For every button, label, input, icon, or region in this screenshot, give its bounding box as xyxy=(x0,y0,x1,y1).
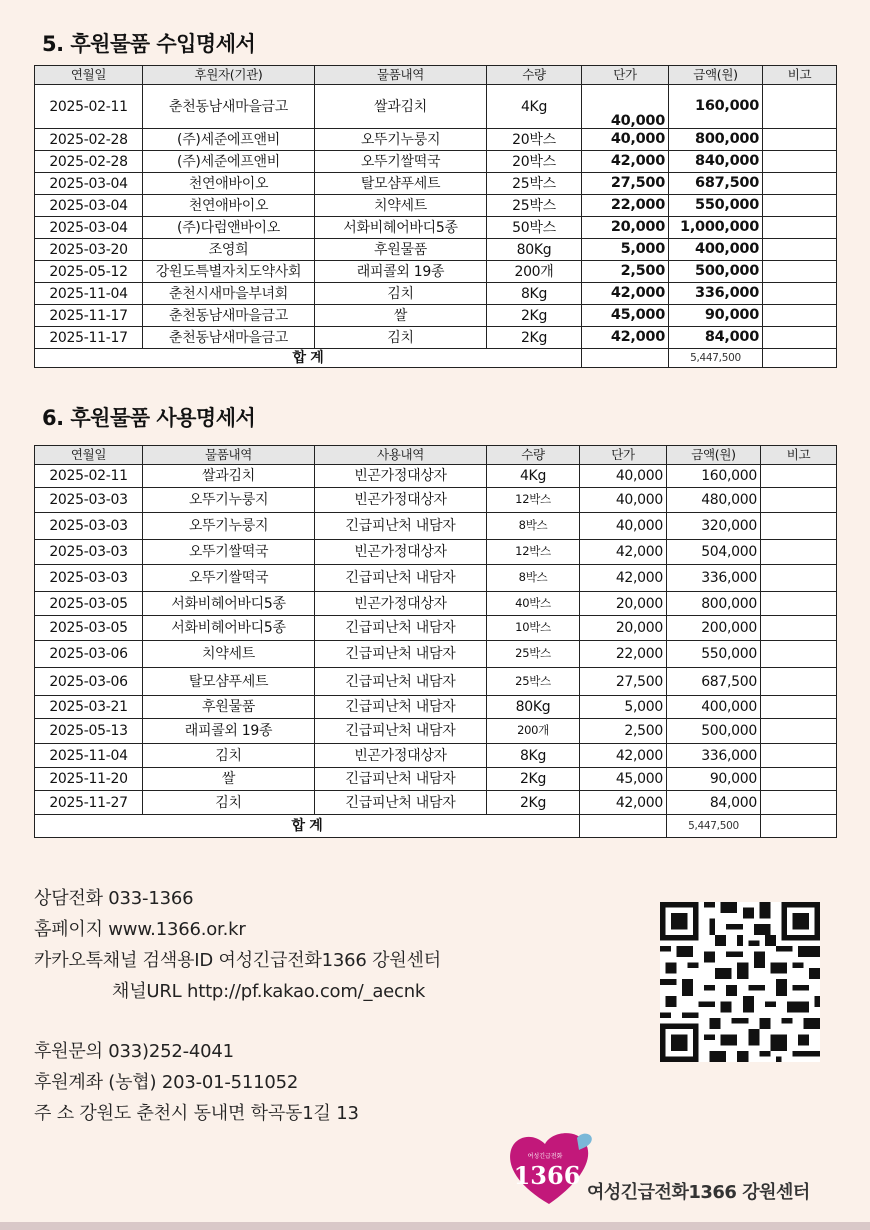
usage-cell-col3: 빈곤가정대상자 xyxy=(315,744,487,768)
usage-cell-unit-price: 42,000 xyxy=(580,565,667,592)
income-cell-amount: 84,000 xyxy=(669,327,763,349)
income-cell-note xyxy=(763,129,837,151)
usage-cell-col3: 긴급피난처 내담자 xyxy=(315,768,487,791)
logo-small-text: 여성긴급전화 xyxy=(527,1153,563,1160)
usage-cell-col2: 오뚜기누룽지 xyxy=(143,488,315,513)
usage-cell-unit-price: 42,000 xyxy=(580,791,667,815)
income-cell-date: 2025-03-04 xyxy=(35,195,143,217)
income-cell-unit-price: 2,500 xyxy=(582,261,669,283)
usage-cell-unit-price: 40,000 xyxy=(580,488,667,513)
usage-cell-note xyxy=(761,616,837,641)
income-cell-col2: (주)다럼앤바이오 xyxy=(143,217,315,239)
contact-address: 주 소 강원도 춘천시 동내면 학곡동1길 13 xyxy=(34,1103,359,1124)
bottom-divider xyxy=(0,1222,870,1230)
income-table-row xyxy=(35,327,837,349)
usage-cell-amount: 500,000 xyxy=(667,719,761,744)
income-total-note xyxy=(763,349,837,368)
usage-cell-date: 2025-02-11 xyxy=(35,465,143,488)
income-cell-col3: 쌀 xyxy=(315,305,487,327)
usage-header-use: 사용내역 xyxy=(315,446,487,465)
usage-cell-date: 2025-03-03 xyxy=(35,488,143,513)
usage-header-date: 연월일 xyxy=(35,446,143,465)
usage-total-label: 합 계 xyxy=(35,815,580,838)
income-table-row xyxy=(35,195,837,217)
usage-cell-amount: 504,000 xyxy=(667,540,761,565)
income-cell-qty: 200개 xyxy=(487,261,582,283)
income-table-row xyxy=(35,85,837,129)
usage-cell-note xyxy=(761,540,837,565)
usage-total-note xyxy=(761,815,837,838)
usage-header-qty: 수량 xyxy=(487,446,580,465)
usage-cell-unit-price: 2,500 xyxy=(580,719,667,744)
income-cell-note xyxy=(763,173,837,195)
income-cell-col3: 후원물품 xyxy=(315,239,487,261)
income-cell-col2: 천연애바이오 xyxy=(143,195,315,217)
income-cell-unit-price: 20,000 xyxy=(582,217,669,239)
usage-cell-unit-price: 40,000 xyxy=(580,465,667,488)
income-cell-qty: 20박스 xyxy=(487,129,582,151)
income-cell-unit-price: 22,000 xyxy=(582,195,669,217)
usage-cell-col3: 빈곤가정대상자 xyxy=(315,465,487,488)
income-cell-col3: 오뚜기쌀떡국 xyxy=(315,151,487,173)
org-name: 여성긴급전화1366 강원센터 xyxy=(587,1182,810,1203)
usage-cell-col2: 쌀과김치 xyxy=(143,465,315,488)
income-cell-date: 2025-03-04 xyxy=(35,173,143,195)
usage-cell-date: 2025-03-05 xyxy=(35,592,143,616)
usage-cell-amount: 90,000 xyxy=(667,768,761,791)
usage-cell-note xyxy=(761,696,837,719)
contact-phone: 상담전화 033-1366 xyxy=(34,888,194,909)
usage-table-row xyxy=(35,565,837,592)
income-header-donor: 후원자(기관) xyxy=(143,66,315,85)
usage-cell-note xyxy=(761,768,837,791)
usage-cell-col2: 서화비헤어바디5종 xyxy=(143,592,315,616)
usage-cell-col3: 빈곤가정대상자 xyxy=(315,540,487,565)
income-cell-amount: 687,500 xyxy=(669,173,763,195)
usage-table-row xyxy=(35,641,837,668)
income-section-title: 5. 후원물품 수입명세서 xyxy=(42,32,256,56)
income-cell-date: 2025-11-04 xyxy=(35,283,143,305)
income-cell-date: 2025-03-20 xyxy=(35,239,143,261)
usage-cell-col3: 빈곤가정대상자 xyxy=(315,592,487,616)
income-cell-note xyxy=(763,261,837,283)
usage-header-note: 비고 xyxy=(761,446,837,465)
usage-cell-date: 2025-11-27 xyxy=(35,791,143,815)
income-table-row xyxy=(35,129,837,151)
income-cell-date: 2025-02-11 xyxy=(35,85,143,129)
usage-table xyxy=(34,445,837,838)
income-header-date: 연월일 xyxy=(35,66,143,85)
income-cell-unit-price: 40,000 xyxy=(582,129,669,151)
income-table-row xyxy=(35,173,837,195)
income-cell-note xyxy=(763,217,837,239)
usage-cell-amount: 800,000 xyxy=(667,592,761,616)
usage-cell-unit-price: 42,000 xyxy=(580,540,667,565)
contact-donation-phone: 후원문의 033)252-4041 xyxy=(34,1041,234,1062)
usage-cell-unit-price: 45,000 xyxy=(580,768,667,791)
usage-cell-col3: 긴급피난처 내담자 xyxy=(315,719,487,744)
usage-cell-amount: 400,000 xyxy=(667,696,761,719)
usage-cell-note xyxy=(761,565,837,592)
usage-cell-unit-price: 42,000 xyxy=(580,744,667,768)
usage-cell-qty: 40박스 xyxy=(487,592,580,616)
income-cell-col2: 춘천시새마을부녀회 xyxy=(143,283,315,305)
income-cell-col2: 춘천동남새마을금고 xyxy=(143,85,315,129)
usage-cell-col2: 래피콜외 19종 xyxy=(143,719,315,744)
usage-cell-amount: 687,500 xyxy=(667,668,761,696)
income-cell-note xyxy=(763,305,837,327)
income-cell-unit-price: 27,500 xyxy=(582,173,669,195)
income-cell-note xyxy=(763,283,837,305)
income-cell-qty: 25박스 xyxy=(487,195,582,217)
income-cell-date: 2025-11-17 xyxy=(35,305,143,327)
income-cell-note xyxy=(763,151,837,173)
usage-cell-amount: 200,000 xyxy=(667,616,761,641)
usage-table-row xyxy=(35,540,837,565)
usage-cell-qty: 12박스 xyxy=(487,540,580,565)
usage-cell-qty: 8박스 xyxy=(487,513,580,540)
income-cell-date: 2025-02-28 xyxy=(35,151,143,173)
usage-cell-unit-price: 20,000 xyxy=(580,616,667,641)
usage-cell-note xyxy=(761,641,837,668)
income-cell-date: 2025-05-12 xyxy=(35,261,143,283)
income-cell-col3: 서화비헤어바디5종 xyxy=(315,217,487,239)
income-cell-qty: 50박스 xyxy=(487,217,582,239)
usage-cell-col3: 빈곤가정대상자 xyxy=(315,488,487,513)
income-cell-col3: 치약세트 xyxy=(315,195,487,217)
usage-table-row xyxy=(35,791,837,815)
income-cell-col3: 래피콜외 19종 xyxy=(315,261,487,283)
usage-cell-date: 2025-11-20 xyxy=(35,768,143,791)
usage-cell-date: 2025-03-03 xyxy=(35,540,143,565)
usage-cell-date: 2025-05-13 xyxy=(35,719,143,744)
income-cell-amount: 550,000 xyxy=(669,195,763,217)
usage-cell-col2: 김치 xyxy=(143,744,315,768)
income-total-label: 합 계 xyxy=(35,349,582,368)
usage-cell-note xyxy=(761,791,837,815)
income-cell-date: 2025-02-28 xyxy=(35,129,143,151)
usage-cell-note xyxy=(761,744,837,768)
logo-number: 1366 xyxy=(513,1161,581,1190)
income-cell-amount: 800,000 xyxy=(669,129,763,151)
income-cell-note xyxy=(763,239,837,261)
income-cell-amount: 500,000 xyxy=(669,261,763,283)
income-cell-note xyxy=(763,327,837,349)
income-total-value: 5,447,500 xyxy=(669,349,763,368)
usage-cell-unit-price: 5,000 xyxy=(580,696,667,719)
income-cell-unit-price: 42,000 xyxy=(582,151,669,173)
usage-cell-note xyxy=(761,513,837,540)
income-cell-unit-price: 42,000 xyxy=(582,283,669,305)
usage-cell-note xyxy=(761,719,837,744)
contact-channel-url[interactable]: 채널URL http://pf.kakao.com/_aecnk xyxy=(112,981,426,1002)
income-cell-col3: 쌀과김치 xyxy=(315,85,487,129)
income-table-row xyxy=(35,151,837,173)
income-cell-col2: 춘천동남새마을금고 xyxy=(143,305,315,327)
income-cell-col3: 김치 xyxy=(315,327,487,349)
usage-cell-col3: 긴급피난처 내담자 xyxy=(315,791,487,815)
usage-cell-col2: 서화비헤어바디5종 xyxy=(143,616,315,641)
income-cell-amount: 90,000 xyxy=(669,305,763,327)
usage-header-row xyxy=(35,446,837,465)
income-total-empty xyxy=(582,349,669,368)
usage-cell-qty: 8박스 xyxy=(487,565,580,592)
income-cell-amount: 160,000 xyxy=(669,85,763,129)
income-cell-unit-price: 40,000 xyxy=(582,85,669,129)
income-header-qty: 수량 xyxy=(487,66,582,85)
usage-cell-col3: 긴급피난처 내담자 xyxy=(315,616,487,641)
usage-table-row xyxy=(35,513,837,540)
usage-cell-qty: 10박스 xyxy=(487,616,580,641)
usage-cell-col2: 오뚜기쌀떡국 xyxy=(143,540,315,565)
income-table-row xyxy=(35,261,837,283)
usage-cell-amount: 336,000 xyxy=(667,744,761,768)
usage-cell-unit-price: 20,000 xyxy=(580,592,667,616)
income-cell-qty: 20박스 xyxy=(487,151,582,173)
income-cell-qty: 4Kg xyxy=(487,85,582,129)
usage-cell-qty: 200개 xyxy=(487,719,580,744)
usage-cell-date: 2025-11-04 xyxy=(35,744,143,768)
income-table-row xyxy=(35,305,837,327)
usage-cell-col2: 김치 xyxy=(143,791,315,815)
usage-cell-qty: 4Kg xyxy=(487,465,580,488)
usage-cell-qty: 8Kg xyxy=(487,744,580,768)
usage-cell-date: 2025-03-03 xyxy=(35,565,143,592)
income-header-unit-price: 단가 xyxy=(582,66,669,85)
usage-cell-date: 2025-03-06 xyxy=(35,668,143,696)
income-total-row xyxy=(35,349,837,368)
usage-cell-amount: 480,000 xyxy=(667,488,761,513)
usage-cell-col2: 쌀 xyxy=(143,768,315,791)
usage-header-amount: 금액(원) xyxy=(667,446,761,465)
usage-cell-col2: 오뚜기누룽지 xyxy=(143,513,315,540)
income-cell-qty: 25박스 xyxy=(487,173,582,195)
income-table-row xyxy=(35,239,837,261)
income-header-note: 비고 xyxy=(763,66,837,85)
usage-cell-unit-price: 27,500 xyxy=(580,668,667,696)
usage-total-empty xyxy=(580,815,667,838)
usage-cell-note xyxy=(761,488,837,513)
usage-table-row xyxy=(35,719,837,744)
income-cell-col2: 조영희 xyxy=(143,239,315,261)
income-cell-col2: (주)세준에프앤비 xyxy=(143,129,315,151)
usage-cell-note xyxy=(761,592,837,616)
income-cell-unit-price: 5,000 xyxy=(582,239,669,261)
income-cell-amount: 1,000,000 xyxy=(669,217,763,239)
usage-table-row xyxy=(35,668,837,696)
usage-header-unit-price: 단가 xyxy=(580,446,667,465)
income-cell-col2: 강원도특별자치도약사회 xyxy=(143,261,315,283)
income-cell-col2: 춘천동남새마을금고 xyxy=(143,327,315,349)
income-table-row xyxy=(35,283,837,305)
usage-table-row xyxy=(35,696,837,719)
contact-homepage[interactable]: 홈페이지 www.1366.or.kr xyxy=(34,919,246,940)
usage-cell-col2: 치약세트 xyxy=(143,641,315,668)
usage-cell-col3: 긴급피난처 내담자 xyxy=(315,513,487,540)
income-header-amount: 금액(원) xyxy=(669,66,763,85)
income-cell-unit-price: 42,000 xyxy=(582,327,669,349)
income-cell-note xyxy=(763,195,837,217)
income-cell-col3: 탈모샴푸세트 xyxy=(315,173,487,195)
usage-table-row xyxy=(35,744,837,768)
income-cell-qty: 8Kg xyxy=(487,283,582,305)
income-header-item: 물품내역 xyxy=(315,66,487,85)
income-cell-amount: 336,000 xyxy=(669,283,763,305)
usage-section-title: 6. 후원물품 사용명세서 xyxy=(42,406,256,430)
income-header-row xyxy=(35,66,837,85)
usage-table-row xyxy=(35,768,837,791)
usage-cell-col3: 긴급피난처 내담자 xyxy=(315,696,487,719)
income-cell-amount: 840,000 xyxy=(669,151,763,173)
usage-cell-amount: 320,000 xyxy=(667,513,761,540)
income-cell-date: 2025-03-04 xyxy=(35,217,143,239)
usage-cell-amount: 84,000 xyxy=(667,791,761,815)
income-cell-qty: 2Kg xyxy=(487,327,582,349)
usage-total-row xyxy=(35,815,837,838)
usage-cell-col2: 후원물품 xyxy=(143,696,315,719)
usage-cell-amount: 550,000 xyxy=(667,641,761,668)
income-cell-col2: 천연애바이오 xyxy=(143,173,315,195)
usage-header-item: 물품내역 xyxy=(143,446,315,465)
contact-account: 후원계좌 (농협) 203-01-511052 xyxy=(34,1072,299,1093)
usage-cell-qty: 12박스 xyxy=(487,488,580,513)
usage-cell-qty: 25박스 xyxy=(487,641,580,668)
usage-cell-note xyxy=(761,465,837,488)
contact-kakao: 카카오톡채널 검색용ID 여성긴급전화1366 강원센터 xyxy=(34,950,441,971)
income-cell-col3: 오뚜기누룽지 xyxy=(315,129,487,151)
heart-logo-icon xyxy=(505,1128,597,1206)
usage-cell-col3: 긴급피난처 내담자 xyxy=(315,565,487,592)
usage-total-value: 5,447,500 xyxy=(667,815,761,838)
income-cell-col3: 김치 xyxy=(315,283,487,305)
usage-table-row xyxy=(35,465,837,488)
usage-cell-qty: 25박스 xyxy=(487,668,580,696)
income-cell-qty: 80Kg xyxy=(487,239,582,261)
income-cell-col2: (주)세준에프앤비 xyxy=(143,151,315,173)
usage-cell-note xyxy=(761,668,837,696)
usage-cell-date: 2025-03-05 xyxy=(35,616,143,641)
usage-cell-date: 2025-03-21 xyxy=(35,696,143,719)
usage-cell-qty: 2Kg xyxy=(487,791,580,815)
income-table xyxy=(34,65,837,368)
usage-cell-col2: 탈모샴푸세트 xyxy=(143,668,315,696)
income-cell-date: 2025-11-17 xyxy=(35,327,143,349)
income-table-row xyxy=(35,217,837,239)
usage-cell-amount: 160,000 xyxy=(667,465,761,488)
usage-cell-qty: 80Kg xyxy=(487,696,580,719)
usage-table-row xyxy=(35,616,837,641)
qr-code-icon[interactable] xyxy=(660,902,820,1062)
income-cell-unit-price: 45,000 xyxy=(582,305,669,327)
usage-table-row xyxy=(35,488,837,513)
usage-cell-date: 2025-03-06 xyxy=(35,641,143,668)
usage-cell-unit-price: 40,000 xyxy=(580,513,667,540)
usage-table-row xyxy=(35,592,837,616)
usage-cell-unit-price: 22,000 xyxy=(580,641,667,668)
income-cell-note xyxy=(763,85,837,129)
usage-cell-date: 2025-03-03 xyxy=(35,513,143,540)
usage-cell-col2: 오뚜기쌀떡국 xyxy=(143,565,315,592)
income-cell-qty: 2Kg xyxy=(487,305,582,327)
income-cell-amount: 400,000 xyxy=(669,239,763,261)
usage-cell-qty: 2Kg xyxy=(487,768,580,791)
usage-cell-amount: 336,000 xyxy=(667,565,761,592)
usage-cell-col3: 긴급피난처 내담자 xyxy=(315,641,487,668)
usage-cell-col3: 긴급피난처 내담자 xyxy=(315,668,487,696)
